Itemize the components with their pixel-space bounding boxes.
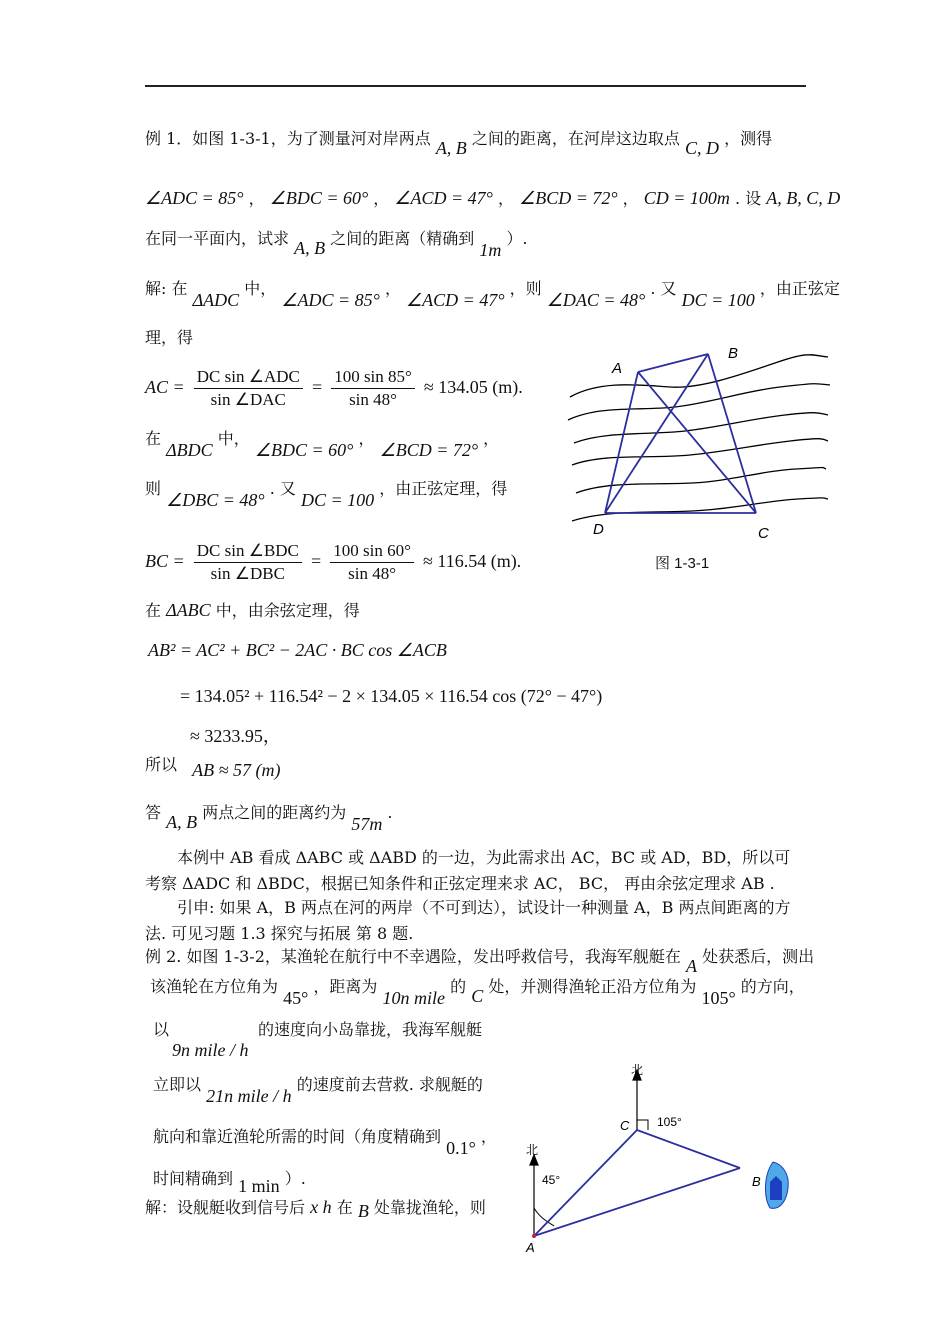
math: BC =	[145, 551, 185, 571]
text: 的速度前去营救. 求舰艇的	[296, 1075, 483, 1094]
fraction	[331, 366, 415, 411]
numerator: DC sin ∠ADC	[194, 366, 303, 389]
math: A, B	[294, 238, 326, 258]
sol1-line2	[145, 328, 193, 348]
angle-105-label: 105°	[657, 1115, 682, 1129]
math: 21n mile / h	[206, 1086, 292, 1106]
ex1-line3	[145, 228, 528, 260]
north-arrows	[530, 1070, 641, 1236]
math: A, B, C, D	[766, 188, 841, 208]
sol1-answer	[145, 802, 393, 834]
angle-45-label: 45°	[542, 1173, 561, 1187]
point-a-label: A	[526, 1240, 535, 1255]
ex2-line2	[150, 976, 805, 1008]
math: 105°	[701, 988, 736, 1008]
text: ，则	[509, 279, 542, 298]
text: 在同一平面内，试求	[145, 229, 290, 248]
remark-line2: 考察 ΔADC 和 ΔBDC，根据已知条件和正弦定理来求 AC， BC， 再由余弦定理求 AB .	[145, 874, 775, 893]
sol1-line6	[145, 754, 281, 780]
remark-line4: 法. 可见习题 1.3 探究与拓展 第 8 题.	[145, 924, 414, 943]
speed-fishing-boat: 9n mile / h	[172, 1040, 249, 1060]
text: 航向和靠近渔轮所需的时间（角度精确到	[153, 1127, 442, 1146]
text: 中，	[244, 279, 277, 298]
point-b-label: B	[752, 1174, 761, 1189]
text: 处获悉后，测出	[702, 947, 815, 966]
text: 解：设舰艇收到信号后	[145, 1198, 306, 1217]
figure-caption: 图 1-3-1	[655, 555, 710, 572]
text: 之间的距离（精确到	[330, 229, 475, 248]
text: 在	[145, 429, 162, 448]
math: AC =	[145, 377, 185, 397]
text: 解: 在	[145, 279, 188, 298]
label-a: A	[612, 360, 623, 377]
fraction	[194, 540, 302, 585]
ex1-line2	[145, 188, 840, 209]
math: A	[685, 956, 697, 976]
math: A, B	[435, 138, 467, 158]
math: ≈ 116.54 (m).	[422, 551, 522, 571]
text: 中，	[217, 429, 250, 448]
math: 0.1°	[446, 1138, 476, 1158]
text: ）.	[284, 1169, 306, 1188]
math: C, D	[685, 138, 720, 158]
sep: ，	[497, 189, 514, 208]
text: 在	[145, 601, 162, 620]
math: AB ≈ 57 (m)	[192, 760, 281, 780]
numerator: 100 sin 85°	[331, 366, 415, 389]
text: .	[387, 803, 393, 822]
text: 之间的距离，在河岸这边取点	[471, 129, 680, 148]
sep: ，	[358, 429, 375, 448]
ex2-line7	[145, 1197, 486, 1221]
fraction	[194, 366, 303, 411]
river-waves	[568, 355, 830, 521]
sep: ，	[373, 189, 390, 208]
math: 57m	[351, 814, 383, 834]
text: . 又	[650, 279, 677, 298]
math: C	[471, 986, 484, 1006]
text: 该渔轮在方位角为	[150, 977, 279, 996]
text: 所以	[145, 755, 178, 774]
ex2-line5	[153, 1126, 497, 1158]
text: 的	[450, 977, 467, 996]
sep: ，	[248, 189, 265, 208]
sol1-line1	[145, 278, 840, 310]
text: 理，得	[145, 328, 194, 347]
denominator: sin 48°	[348, 564, 397, 583]
denominator: sin ∠DAC	[210, 390, 286, 409]
math: ∠DBC = 48°	[166, 490, 265, 510]
math: ≈ 134.05 (m).	[423, 377, 523, 397]
math: ∠ACD = 47°	[406, 290, 505, 310]
sol1-line3	[145, 428, 500, 460]
math: ∠BDC = 60°	[254, 440, 354, 460]
ex2-line4	[153, 1074, 483, 1106]
math: DC = 100	[681, 290, 755, 310]
label-c: C	[758, 525, 769, 542]
figure-1-3-1	[560, 335, 840, 550]
ex2-line3a: 以	[153, 1020, 170, 1039]
text: . 设	[735, 189, 762, 208]
text: 答	[145, 803, 162, 822]
ex1-line1	[145, 128, 773, 158]
text: ，由正弦定	[759, 279, 840, 298]
remark-line1: 本例中 AB 看成 ΔABC 或 ΔABD 的一边，为此需求出 AC，BC 或 AD，BD，所以可	[177, 848, 791, 867]
sep: ，	[483, 429, 500, 448]
fraction	[330, 540, 414, 585]
sep: ，	[384, 279, 401, 298]
formula-ac: AC = $\frac{\text{DC sin ∠ADC}}{\text{sin ∠DAC}}$ = $\frac{100 \sin 85^\circ}{\sin 48^\circ}$ ≈ 134.05 (m).	[145, 367, 523, 409]
numerator: 100 sin 60°	[330, 540, 414, 563]
math: 45°	[283, 988, 309, 1008]
header-rule	[145, 85, 806, 87]
text: 处，并测得渔轮正沿方位角为	[488, 977, 697, 996]
denominator: sin ∠DBC	[210, 564, 285, 583]
triangle-abc	[534, 1130, 740, 1236]
math: 10n mile	[382, 988, 446, 1008]
label-b: B	[728, 345, 739, 362]
math: 1m	[479, 240, 502, 260]
numerator: DC sin ∠BDC	[194, 540, 302, 563]
sol1-line5	[145, 600, 360, 621]
remark-line3: 引申: 如果 A，B 两点在河的两岸（不可到达），试设计一种测量 A，B 两点间距离的方	[177, 898, 791, 917]
math: ∠ACD = 47°	[394, 188, 493, 208]
ex2-line6	[153, 1168, 306, 1196]
math: ΔBDC	[166, 440, 213, 460]
math: ∠BCD = 72°	[519, 188, 618, 208]
math: ∠BCD = 72°	[379, 440, 479, 460]
text: 时间精确到	[153, 1169, 234, 1188]
text: 中，由余弦定理，得	[215, 601, 360, 620]
ex2-line3c: 的速度向小岛靠拢，我海军舰艇	[258, 1020, 483, 1039]
text: 处靠拢渔轮，则	[373, 1198, 486, 1217]
sol1-line4	[145, 478, 508, 510]
figure-1-3-2	[520, 1058, 810, 1258]
text: ，	[480, 1127, 497, 1146]
math: ∠ADC = 85°	[281, 290, 380, 310]
text: 立即以	[153, 1075, 202, 1094]
math: ΔADC	[192, 290, 240, 310]
text: ，测得	[724, 129, 773, 148]
math: ΔABC	[166, 600, 211, 620]
math: ∠BDC = 60°	[269, 188, 369, 208]
equation-ab-squared: AB² = AC² + BC² − 2AC · BC cos ∠ACB	[148, 640, 447, 660]
text: 例 1．如图 1-3-1，为了测量河对岸两点	[145, 129, 431, 148]
north-label-a: 北	[526, 1143, 539, 1157]
equation-substitution: = 134.05² + 116.54² − 2 × 134.05 × 116.54 cos (72° − 47°)	[180, 686, 603, 706]
math: A, B	[166, 812, 198, 832]
text: 两点之间的距离约为	[202, 803, 347, 822]
text: 的方向，	[740, 977, 805, 996]
text: 例 2. 如图 1-3-2，某渔轮在航行中不幸遇险，发出呼救信号，我海军舰艇在	[145, 947, 681, 966]
sep: ，	[622, 189, 639, 208]
point-c-label: C	[620, 1118, 630, 1133]
equation-result: ≈ 3233.95，	[190, 726, 281, 746]
math: B	[357, 1201, 369, 1221]
math: ∠DAC = 48°	[546, 290, 646, 310]
text: ）.	[506, 229, 528, 248]
math: DC = 100	[300, 490, 375, 510]
math: 1 min	[238, 1176, 280, 1196]
formula-bc: BC = $\frac{\text{DC sin ∠BDC}}{\text{sin ∠DBC}}$ = $\frac{100 \sin 60^\circ}{\sin 48^\circ}$ ≈ 116.54 (m).	[145, 541, 522, 583]
north-label-c: 北	[631, 1063, 644, 1077]
text: 在	[336, 1198, 353, 1217]
ex2-line1	[145, 946, 815, 976]
text: ，由正弦定理，得	[379, 479, 508, 498]
math: ∠ADC = 85°	[145, 188, 244, 208]
label-d: D	[593, 521, 604, 538]
text: ，距离为	[313, 977, 378, 996]
math: x h	[310, 1197, 332, 1217]
denominator: sin 48°	[349, 390, 397, 409]
text: . 又	[269, 479, 296, 498]
text: 则	[145, 479, 162, 498]
math: CD = 100m	[643, 188, 730, 208]
